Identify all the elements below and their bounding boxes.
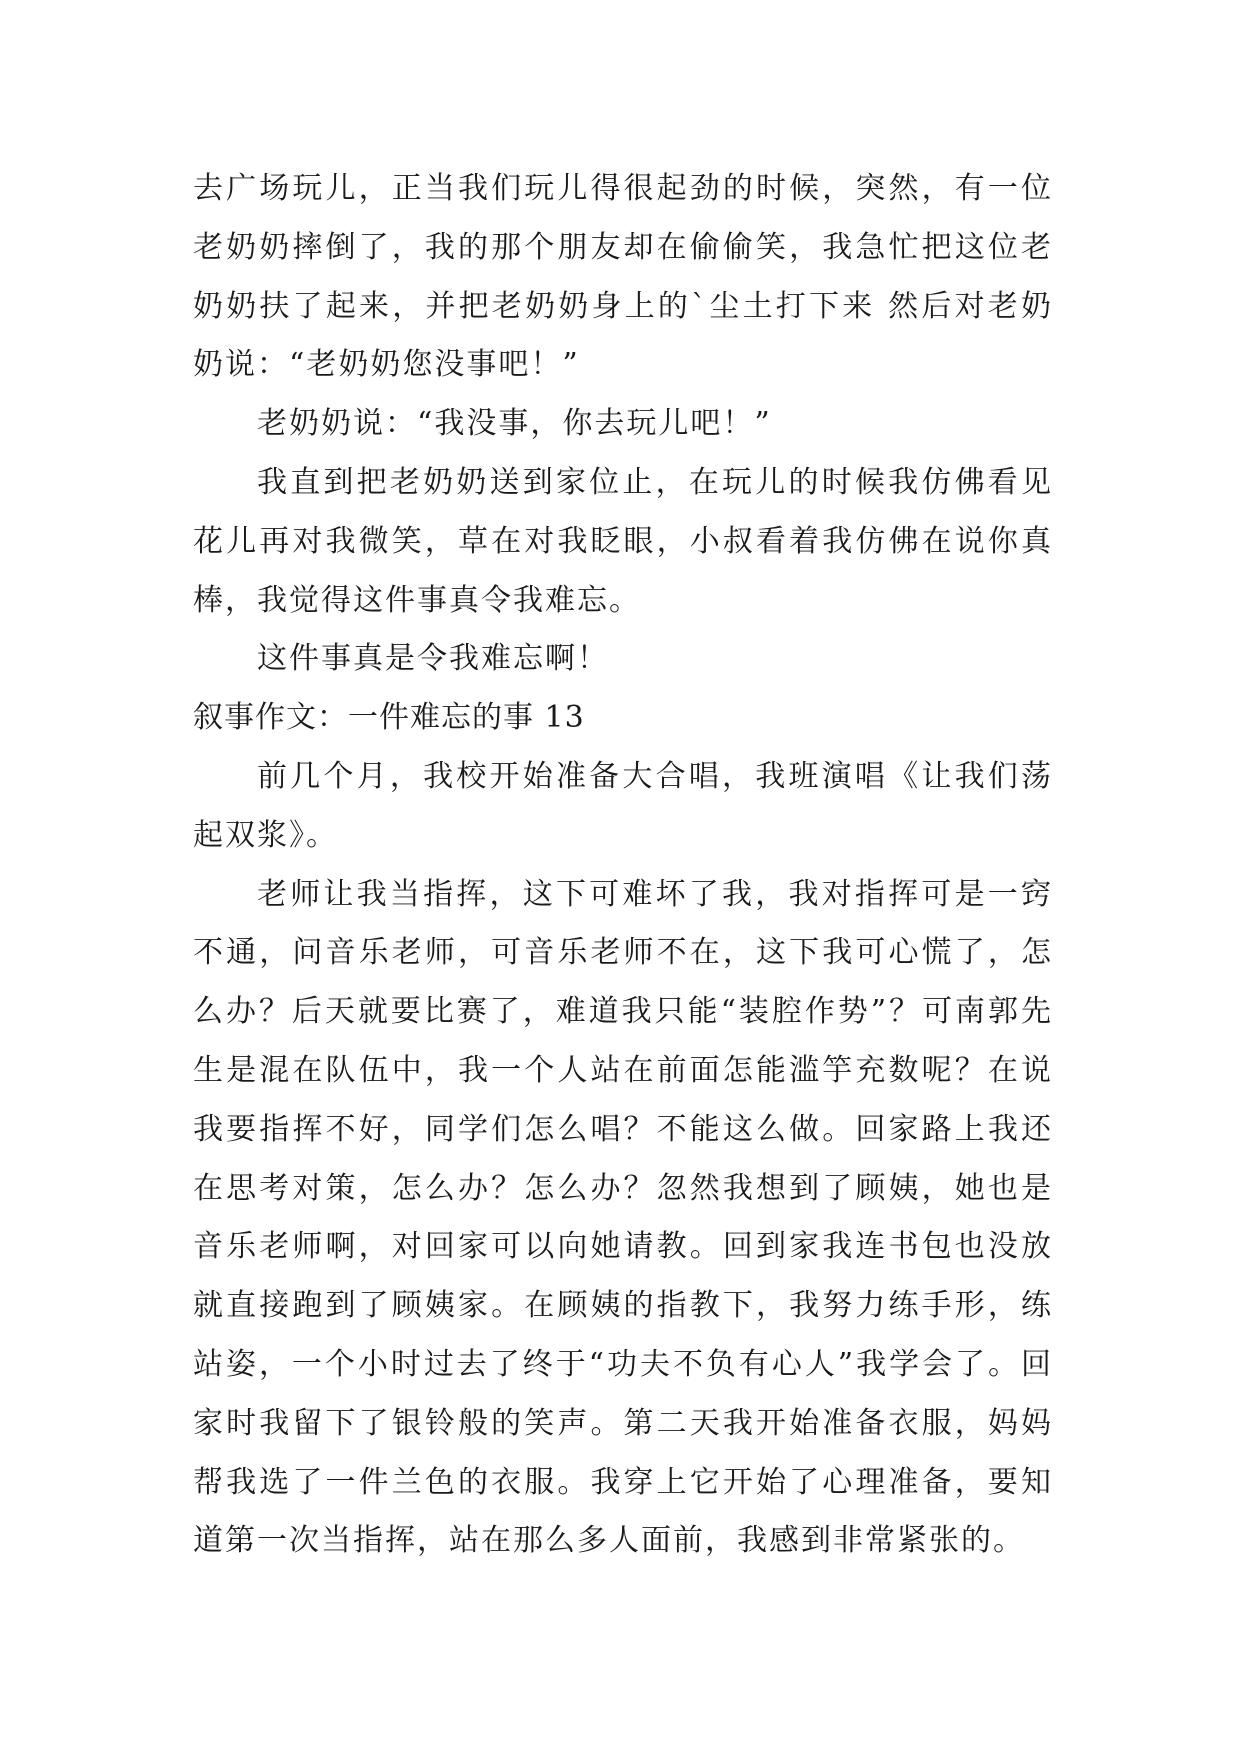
section-heading: 叙事作文：一件难忘的事 13: [193, 700, 585, 736]
paragraph-continuation: 去广场玩儿，正当我们玩儿得很起劲的时候，突然，有一位老奶奶摔倒了，我的那个朋友却在偷偷笑，我急忙把这位老奶奶扶了起来，并把老奶奶身上的`尘土打下来 然后对老奶奶说：“老奶奶您没事吧！”: [193, 171, 1053, 383]
document-body: [193, 160, 1053, 1571]
paragraph: 老师让我当指挥，这下可难坏了我，我对指挥可是一窍不通，问音乐老师，可音乐老师不在，这下我可心慌了，怎么办？后天就要比赛了，难道我只能“装腔作势”？可南郭先生是混在队伍中，我一个人站在前面怎能滥竽充数呢？在说我要指挥不好，同学们怎么唱？不能这么做。回家路上我还在思考对策，怎么办？怎么办？忽然我想到了顾姨，她也是音乐老师啊，对回家可以向她请教。回到家我连书包也没放就直接跑到了顾姨家。在顾姨的指教下，我努力练手形，练站姿，一个小时过去了终于“功夫不负有心人”我学会了。回家时我留下了银铃般的笑声。第二天我开始准备衣服，妈妈帮我选了一件兰色的衣服。我穿上它开始了心理准备，要知道第一次当指挥，站在那么多人面前，我感到非常紧张的。: [193, 876, 1053, 1559]
paragraph-conclusion: 这件事真是令我难忘啊！: [257, 641, 609, 677]
paragraph: 我直到把老奶奶送到家位止，在玩儿的时候我仿佛看见花儿再对我微笑，草在对我眨眼，小叔看着我仿佛在说你真棒，我觉得这件事真令我难忘。: [193, 464, 1053, 618]
paragraph-dialogue: 老奶奶说：“我没事，你去玩儿吧！”: [257, 406, 772, 442]
paragraph-intro: 前几个月，我校开始准备大合唱，我班演唱《让我们荡起双浆》。: [193, 758, 1053, 853]
